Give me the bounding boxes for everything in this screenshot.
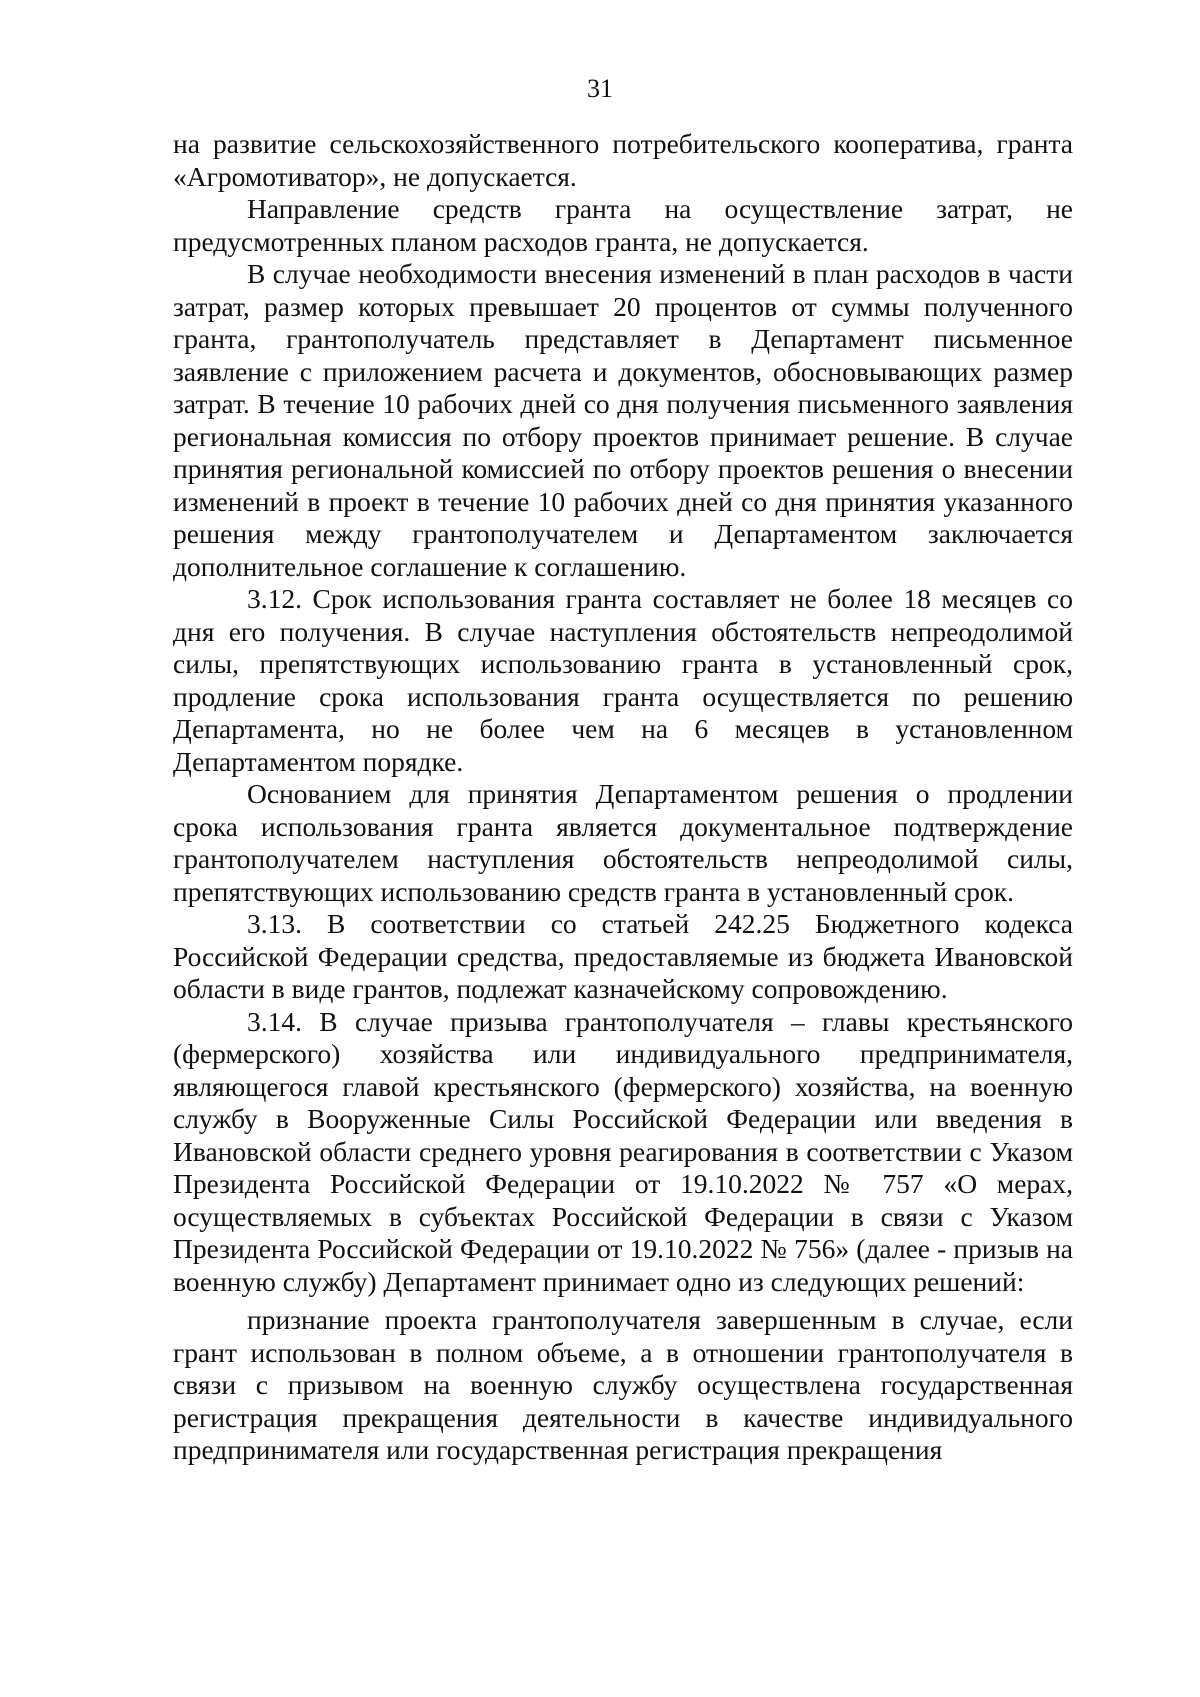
paragraph-plan-changes: В случае необходимости внесения изменений в план расходов в части затрат, размер которых превышает 20 процентов от суммы полученного гранта, грантополучатель представляет в Департамент письменное заявление с приложением расчета и документов, обосновывающих размер затрат. В течение 10 рабочих дней со дня получения письменного заявления региональная комиссия по отбору проектов принимает решение. В случае принятия региональной комиссией по отбору проектов решения о внесении изменений в проект в течение 10 рабочих дней со дня принятия указанного решения между грантополучателем и Департаментом заключается дополнительное соглашение к соглашению. (173, 258, 1073, 582)
paragraph-expense-direction: Направление средств гранта на осуществление затрат, не предусмотренных планом расходов гранта, не допускается. (173, 193, 1073, 257)
page-number: 31 (587, 74, 613, 103)
paragraph-3-14: 3.14. В случае призыва грантополучателя – главы крестьянского (фермерского) хозяйства или индивидуального предпринимателя, являющегося главой крестьянского (фермерского) хозяйства, на военную службу в Вооруженные Силы Российской Федерации или введения в Ивановской области среднего уровня реагирования в соответствии с Указом Президента Российской Федерации от 19.10.2022 № 757 «О мерах, осуществляемых в субъектах Российской Федерации в связи с Указом Президента Российской Федерации от 19.10.2022 № 756» (далее - призыв на военную службу) Департамент принимает одно из следующих решений: (173, 1005, 1073, 1297)
paragraph-3-12: 3.12. Срок использования гранта составляет не более 18 месяцев со дня его получения. В случае наступления обстоятельств непреодолимой силы, препятствующих использованию гранта в установленный срок, продление срока использования гранта осуществляется по решению Департамента, но не более чем на 6 месяцев в установленном Департаментом порядке. (173, 583, 1073, 777)
document-body (173, 128, 1073, 1467)
paragraph-3-13: 3.13. В соответствии со статьей 242.25 Бюджетного кодекса Российской Федерации средства, предоставляемые из бюджета Ивановской области в виде грантов, подлежат казначейскому сопровождению. (173, 908, 1073, 1004)
paragraph-project-completion: признание проекта грантополучателя завершенным в случае, если грант использован в полном объеме, а в отношении грантополучателя в связи с призывом на военную службу осуществлена государственная регистрация прекращения деятельности в качестве индивидуального предпринимателя или государственная регистрация прекращения (173, 1304, 1073, 1465)
paragraph-continuation: на развитие сельскохозяйственного потребительского кооператива, гранта «Агромотиватор», не допускается. (173, 128, 1073, 192)
paragraph-extension-basis: Основанием для принятия Департаментом решения о продлении срока использования гранта является документальное подтверждение грантополучателем наступления обстоятельств непреодолимой силы, препятствующих использованию средств гранта в установленный срок. (173, 778, 1073, 907)
